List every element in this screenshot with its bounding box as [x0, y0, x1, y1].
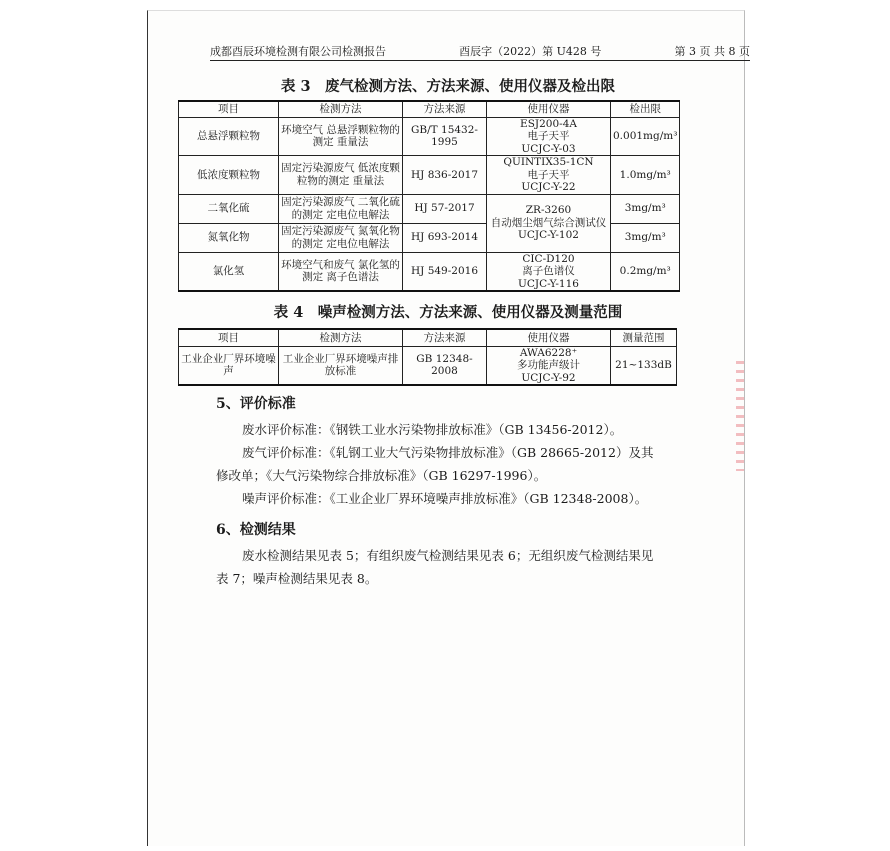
row-limit: 3mg/m³: [611, 223, 680, 252]
table4-header-method: 检测方法: [279, 329, 403, 346]
table-row: [179, 194, 680, 223]
table3: [178, 100, 680, 292]
row-limit: 0.2mg/m³: [611, 252, 680, 291]
row-instrument: [487, 117, 611, 156]
noise-standard: 噪声评价标准：《工业企业厂界环境噪声排放标准》（GB 12348-2008）。: [242, 491, 648, 506]
row-method: 工业企业厂界环境噪声排放标准: [279, 346, 403, 385]
row-source: HJ 693-2014: [403, 223, 487, 252]
table3-header-instrument: 使用仪器: [487, 101, 611, 117]
row-method: 固定污染源废气 低浓度颗粒物的测定 重量法: [279, 156, 403, 195]
row-item: 低浓度颗粒物: [179, 156, 279, 195]
row-source: HJ 549-2016: [403, 252, 487, 291]
instrument-model: CIC-D120: [522, 252, 575, 265]
row-source: HJ 836-2017: [403, 156, 487, 195]
instrument-name: 电子天平: [527, 130, 570, 142]
table3-title: 表 3 废气检测方法、方法来源、使用仪器及检出限: [280, 78, 616, 95]
instrument-id: UCJC-Y-116: [518, 277, 579, 290]
instrument-id: UCJC-Y-102: [518, 229, 579, 242]
header-company: 成都酉辰环境检测有限公司检测报告: [210, 45, 386, 58]
results-reference: 废水检测结果见表 5；有组织废气检测结果见表 6；无组织废气检测结果见表 7；噪声检测结果见表 8。: [216, 548, 654, 586]
section6-paragraph: [216, 544, 656, 590]
instrument-name: 离子色谱仪: [522, 265, 575, 277]
row-source: HJ 57-2017: [403, 194, 487, 223]
row-limit: 0.001mg/m³: [611, 117, 680, 156]
row-source: GB 12348-2008: [403, 346, 487, 385]
table4-header-item: 项目: [179, 329, 279, 346]
table4-header-range: 测量范围: [611, 329, 677, 346]
row-instrument: [487, 252, 611, 291]
row-instrument: [487, 156, 611, 195]
instrument-model: AWA6228⁺: [519, 346, 578, 359]
table3-header-source: 方法来源: [403, 101, 487, 117]
row-range: 21~133dB: [611, 346, 677, 385]
row-item: 总悬浮颗粒物: [179, 117, 279, 156]
section6-heading: 6、检测结果: [216, 522, 296, 538]
waste-gas-standard: 废气评价标准：《轧钢工业大气污染物排放标准》（GB 28665-2012）及其修改单；《大气污染物综合排放标准》（GB 16297-1996）。: [216, 445, 654, 483]
shared-instrument: [487, 194, 611, 252]
instrument-model: QUINTIX35-1CN: [503, 156, 594, 168]
table3-header-limit: 检出限: [611, 101, 680, 117]
instrument-model: ZR-3260: [525, 204, 572, 217]
table4: [178, 328, 677, 386]
instrument-id: UCJC-Y-92: [521, 371, 576, 384]
row-method: 环境空气和废气 氯化氢的测定 离子色谱法: [279, 252, 403, 291]
table-row: [179, 346, 677, 385]
table-row: [179, 252, 680, 291]
row-item: 工业企业厂界环境噪声: [179, 346, 279, 385]
table-row: [179, 117, 680, 156]
table4-header-row: [179, 329, 677, 346]
header-page-number: 第 3 页 共 8 页: [674, 45, 750, 58]
instrument-name: 电子天平: [527, 168, 570, 181]
row-method: 固定污染源废气 二氧化硫的测定 定电位电解法: [279, 194, 403, 223]
row-method: 固定污染源废气 氮氧化物的测定 定电位电解法: [279, 223, 403, 252]
running-header: [210, 43, 750, 59]
section5-heading: 5、评价标准: [216, 396, 296, 412]
instrument-id: UCJC-Y-03: [521, 142, 576, 155]
table4-header-source: 方法来源: [403, 329, 487, 346]
row-source: GB/T 15432-1995: [403, 117, 487, 156]
table3-header-method: 检测方法: [279, 101, 403, 117]
instrument-id: UCJC-Y-22: [521, 181, 576, 193]
row-limit: 1.0mg/m³: [611, 156, 680, 195]
row-item: 二氧化硫: [179, 194, 279, 223]
row-item: 氮氧化物: [179, 223, 279, 252]
instrument-model: ESJ200-4A: [520, 117, 577, 130]
table-row: [179, 156, 680, 195]
row-method: 环境空气 总悬浮颗粒物的测定 重量法: [279, 117, 403, 156]
row-instrument: [487, 346, 611, 385]
header-rule: [210, 60, 750, 61]
instrument-name: 多功能声级计: [517, 359, 580, 371]
table3-header-row: [179, 101, 680, 117]
seal-stamp-fragment: [736, 361, 744, 471]
row-item: 氯化氢: [179, 252, 279, 291]
wastewater-standard: 废水评价标准：《钢铁工业水污染物排放标准》（GB 13456-2012）。: [242, 422, 623, 437]
table4-title: 表 4 噪声检测方法、方法来源、使用仪器及测量范围: [273, 304, 623, 321]
table3-header-item: 项目: [179, 101, 279, 117]
document-page: [147, 10, 750, 846]
instrument-name: 自动烟尘烟气综合测试仪: [490, 216, 607, 229]
header-report-number: 酉辰字（2022）第 U428 号: [459, 45, 602, 58]
table4-header-instrument: 使用仪器: [487, 329, 611, 346]
row-limit: 3mg/m³: [611, 194, 680, 223]
section5-paragraph: [216, 418, 656, 510]
